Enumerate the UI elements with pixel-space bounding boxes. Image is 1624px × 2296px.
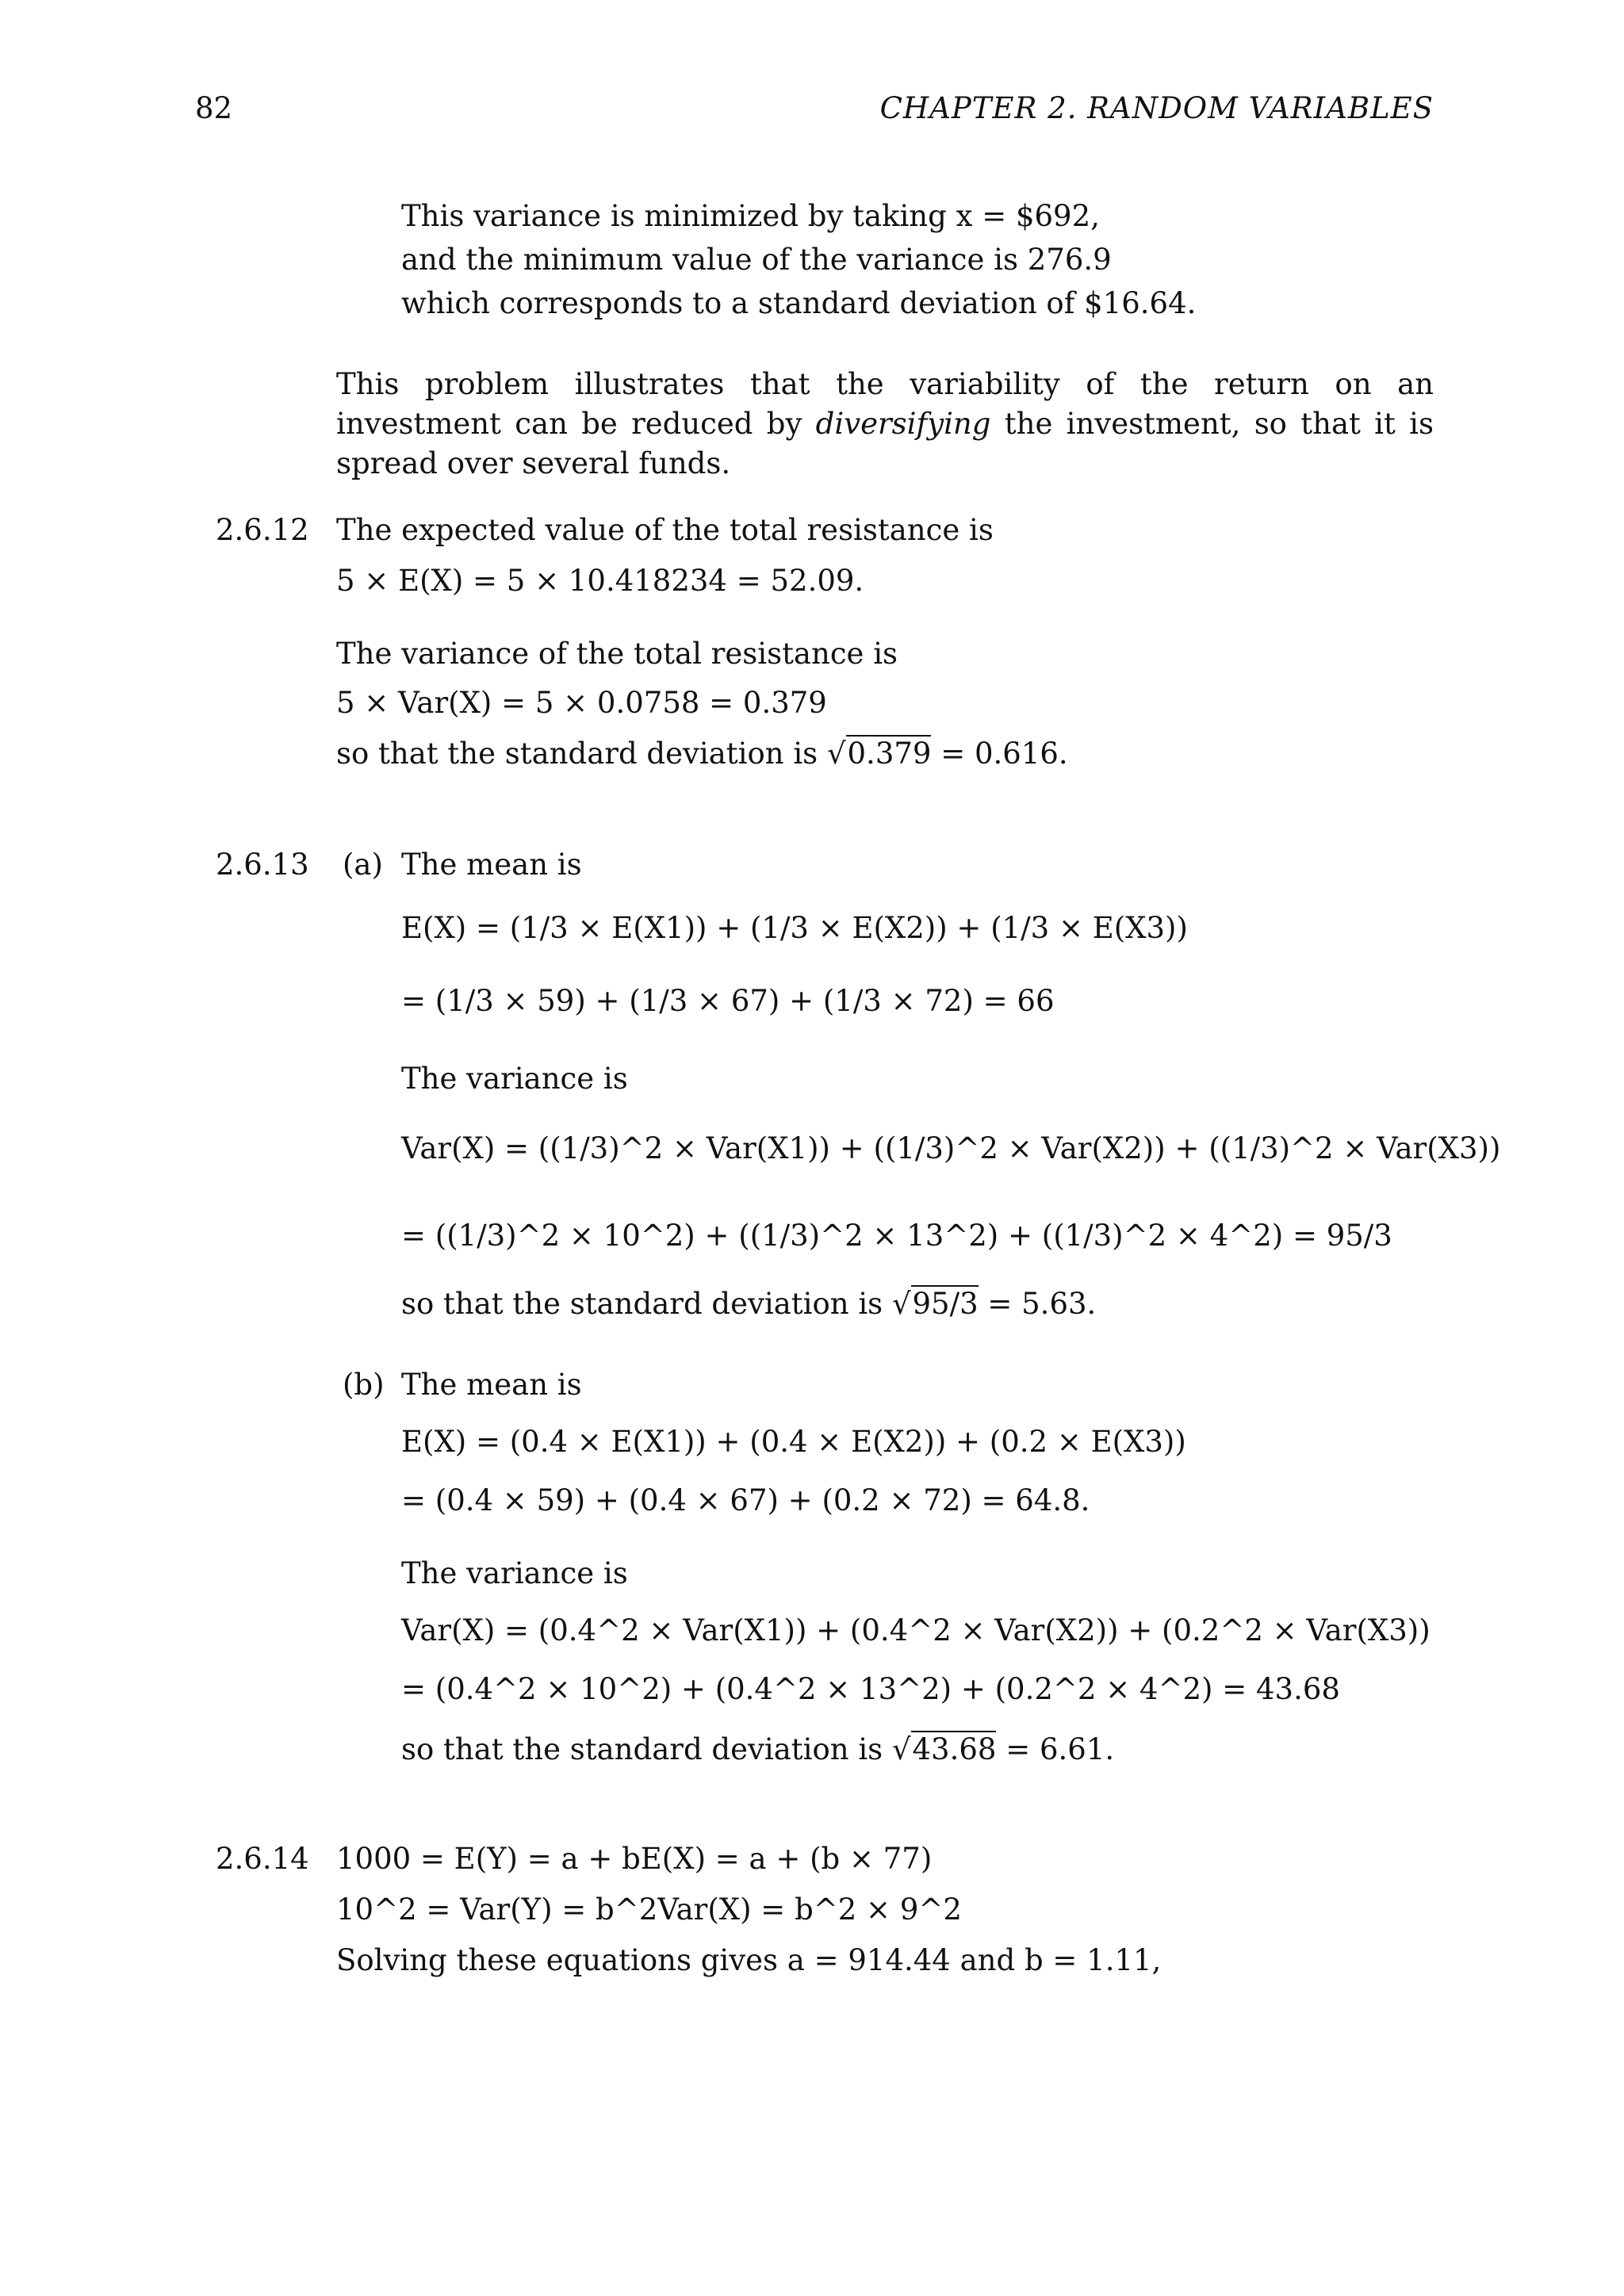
b-variance-label: The variance is xyxy=(401,1556,628,1590)
sd-text: so that the standard deviation is xyxy=(401,1287,883,1321)
sqrt-expression: √43.68 xyxy=(891,1732,997,1766)
sd-result: = 0.616. xyxy=(940,737,1068,771)
intro-paragraph xyxy=(336,365,1434,484)
sqrt-expression: √0.379 xyxy=(826,737,932,771)
intro-line-1: This variance is minimized by taking x = $692, xyxy=(401,199,1100,233)
p2612-line-1: The expected value of the total resistance is xyxy=(336,513,994,547)
b-sd-line xyxy=(401,1730,1114,1770)
radicand: 43.68 xyxy=(912,1732,997,1766)
para-text-a: This problem illustrates that the variability of the return on an investment can be reduced by xyxy=(336,367,1434,441)
part-a-label: (a) xyxy=(343,848,383,882)
b-equation-4: = (0.4^2 × 10^2) + (0.4^2 × 13^2) + (0.2^2 × 4^2) = 43.68 xyxy=(401,1672,1340,1706)
sqrt-expression: √95/3 xyxy=(891,1287,979,1321)
sd-text: so that the standard deviation is xyxy=(336,737,818,771)
a-sd-line xyxy=(401,1284,1096,1324)
a-mean-label: The mean is xyxy=(401,848,582,882)
part-b-label: (b) xyxy=(343,1368,385,1402)
problem-number-2-6-14: 2.6.14 xyxy=(216,1842,309,1876)
b-equation-2: = (0.4 × 59) + (0.4 × 67) + (0.2 × 72) = 64.8. xyxy=(401,1483,1090,1517)
a-equation-1: E(X) = (1/3 × E(X1)) + (1/3 × E(X2)) + (1/3 × E(X3)) xyxy=(401,911,1188,945)
sd-text: so that the standard deviation is xyxy=(401,1732,883,1766)
b-equation-1: E(X) = (0.4 × E(X1)) + (0.4 × E(X2)) + (0.2 × E(X3)) xyxy=(401,1425,1186,1459)
intro-line-2: and the minimum value of the variance is 276.9 xyxy=(401,243,1112,277)
p2614-line-2: 10^2 = Var(Y) = b^2Var(X) = b^2 × 9^2 xyxy=(336,1892,962,1927)
b-mean-label: The mean is xyxy=(401,1368,582,1402)
radicand: 0.379 xyxy=(847,737,932,771)
a-equation-3: Var(X) = ((1/3)^2 × Var(X1)) + ((1/3)^2 × Var(X2)) + ((1/3)^2 × Var(X3)) xyxy=(401,1131,1501,1165)
running-header: CHAPTER 2. RANDOM VARIABLES xyxy=(879,91,1434,125)
p2612-line-4: 5 × Var(X) = 5 × 0.0758 = 0.379 xyxy=(336,686,827,720)
p2614-line-1: 1000 = E(Y) = a + bE(X) = a + (b × 77) xyxy=(336,1842,933,1876)
intro-line-3: which corresponds to a standard deviation of $16.64. xyxy=(401,286,1197,320)
p2614-line-3: Solving these equations gives a = 914.44 and b = 1.11, xyxy=(336,1943,1162,1977)
p2612-line-2: 5 × E(X) = 5 × 10.418234 = 52.09. xyxy=(336,564,864,598)
sd-result: = 6.61. xyxy=(1005,1732,1115,1766)
page-number: 82 xyxy=(195,91,233,125)
b-equation-3: Var(X) = (0.4^2 × Var(X1)) + (0.4^2 × Var(X2)) + (0.2^2 × Var(X3)) xyxy=(401,1613,1431,1647)
problem-number-2-6-12: 2.6.12 xyxy=(216,513,309,547)
p2612-line-5 xyxy=(336,734,1068,774)
p2612-line-3: The variance of the total resistance is xyxy=(336,637,898,671)
radicand: 95/3 xyxy=(912,1287,979,1321)
para-emphasis: diversifying xyxy=(815,407,991,441)
a-equation-2: = (1/3 × 59) + (1/3 × 67) + (1/3 × 72) = 66 xyxy=(401,984,1055,1018)
sd-result: = 5.63. xyxy=(987,1287,1097,1321)
a-equation-4: = ((1/3)^2 × 10^2) + ((1/3)^2 × 13^2) + ((1/3)^2 × 4^2) = 95/3 xyxy=(401,1219,1392,1253)
a-variance-label: The variance is xyxy=(401,1062,628,1096)
problem-number-2-6-13: 2.6.13 xyxy=(216,848,309,882)
para-text-b: the investment, so that it is spread over several funds. xyxy=(336,407,1434,480)
